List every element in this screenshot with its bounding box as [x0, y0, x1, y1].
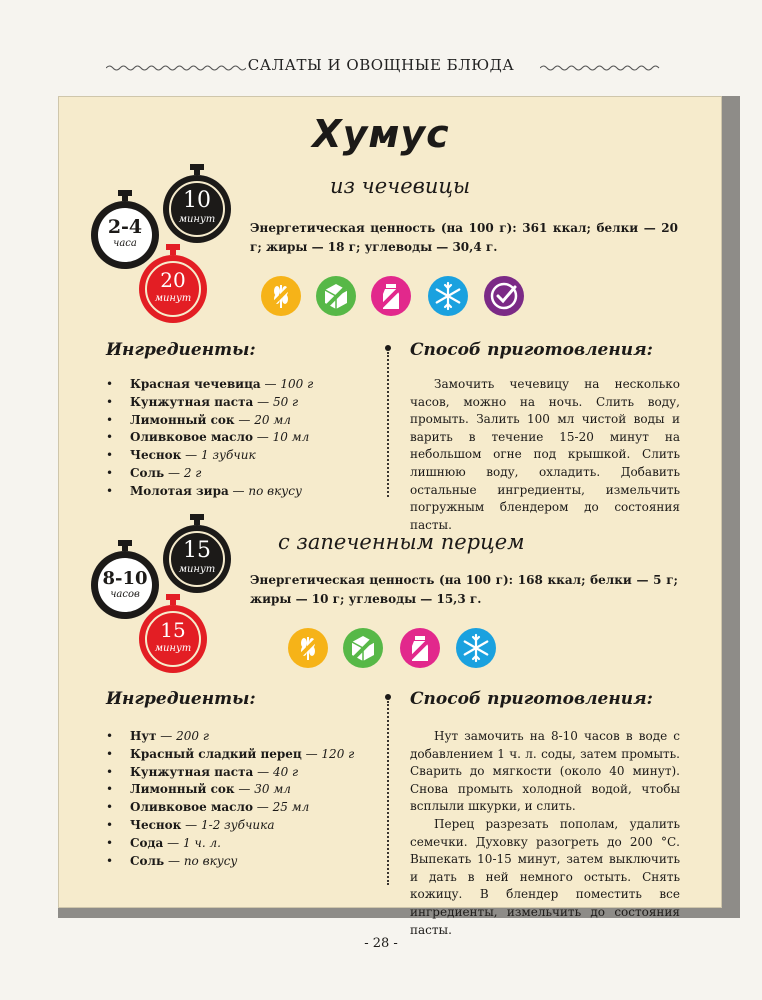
variant2-ingredient-list: [106, 728, 376, 870]
dairy-free-icon: [371, 276, 411, 316]
list-item: • Чеснок — 1 зубчик: [106, 447, 376, 465]
list-item: • Лимонный сок — 20 мл: [106, 412, 376, 430]
section-title: САЛАТЫ И ОВОЩНЫЕ БЛЮДА: [247, 56, 515, 74]
variant1-ingredient-list: [106, 376, 376, 501]
variant2-nutrition: Энергетическая ценность (на 100 г): 168 ккал; белки — 5 г; жиры — 10 г; углеводы — 15,3 г.: [250, 573, 678, 606]
list-item: • Соль — 2 г: [106, 465, 376, 483]
list-item: • Красная чечевица — 100 г: [106, 376, 376, 394]
variant1-ingredients-heading: Ингредиенты:: [106, 340, 256, 360]
variant1-nutrition: Энергетическая ценность (на 100 г): 361 ккал; белки — 20 г; жиры — 18 г; углеводы — 30,4 г.: [250, 221, 678, 254]
variant2-soak-unit: часов: [110, 589, 140, 600]
header-ornament-right: [540, 64, 660, 72]
checkmark-icon: [484, 276, 524, 316]
variant1-cook-unit: минут: [154, 293, 192, 304]
list-item: • Кунжутная паста — 50 г: [106, 394, 376, 412]
list-item: • Соль — по вкусу: [106, 853, 376, 871]
variant1-soak-unit: часа: [113, 238, 137, 249]
variant1-prep-value: 10: [183, 188, 211, 213]
variant1-cook-value: 20: [160, 268, 186, 292]
list-item: • Нут — 200 г: [106, 728, 376, 746]
variant2-ingredients-heading: Ингредиенты:: [106, 689, 256, 709]
variant2-method: [410, 728, 680, 939]
variant1-prep-unit: минут: [178, 214, 216, 225]
dairy-free-icon: [400, 628, 440, 668]
sugar-free-icon: [316, 276, 356, 316]
list-item: • Оливковое масло — 10 мл: [106, 429, 376, 447]
variant2-cook-unit: минут: [154, 643, 192, 654]
recipe-title: Хумус: [312, 112, 450, 156]
variant1-divider: [387, 352, 389, 497]
variant2-soak-value: 8-10: [102, 568, 148, 589]
method-paragraph: Замочить чечевицу на несколько часов, можно на ночь. Слить воду, промыть. Залить 100 мл чистой воды и варить в течение 15-20 минут на небольшом огне под крышкой. Слить лишнюю воду, охладить. Добавить остальные ингредиенты, измельчить погружным блендером до состояния пасты.: [410, 377, 680, 532]
variant2-divider: [387, 701, 389, 885]
freezable-icon: [428, 276, 468, 316]
method-paragraph: Нут замочить на 8-10 часов в воде с добавлением 1 ч. л. соды, затем промыть. Сварить до мягкости (около 40 минут). Снова промыть холодной водой, чтобы всплыли шкурки, и слить.: [410, 729, 680, 814]
list-item: • Сода — 1 ч. л.: [106, 835, 376, 853]
variant2-cook-value: 15: [160, 618, 186, 642]
variant2-divider-dot: [385, 694, 391, 700]
variant2-prep-unit: минут: [178, 564, 216, 575]
list-item: • Лимонный сок — 30 мл: [106, 781, 376, 799]
list-item: • Кунжутная паста — 40 г: [106, 764, 376, 782]
variant1-divider-dot: [385, 345, 391, 351]
freezable-icon: [456, 628, 496, 668]
list-item: • Красный сладкий перец — 120 г: [106, 746, 376, 764]
gluten-free-icon: [288, 628, 328, 668]
list-item: • Оливковое масло — 25 мл: [106, 799, 376, 817]
variant1-method-heading: Способ приготовления:: [410, 340, 653, 360]
page-number: - 28 -: [364, 936, 398, 951]
variant1-soak-value: 2-4: [107, 216, 143, 238]
sugar-free-icon: [343, 628, 383, 668]
gluten-free-icon: [261, 276, 301, 316]
method-paragraph: Перец разрезать пополам, удалить семечки. Духовку разогреть до 200 °С. Выпекать 10-15 минут, затем выключить и дать в ней немного остыть. Снять кожицу. В блендер поместить все ингредиенты, измельчить до состояния пасты.: [410, 816, 680, 937]
list-item: • Молотая зира — по вкусу: [106, 483, 376, 501]
variant2-method-heading: Способ приготовления:: [410, 689, 653, 709]
list-item: • Чеснок — 1-2 зубчика: [106, 817, 376, 835]
variant1-method: [410, 376, 680, 534]
variant1-subtitle: из чечевицы: [330, 174, 471, 198]
variant2-subtitle: с запеченным перцем: [278, 530, 525, 554]
variant2-prep-value: 15: [183, 538, 211, 563]
